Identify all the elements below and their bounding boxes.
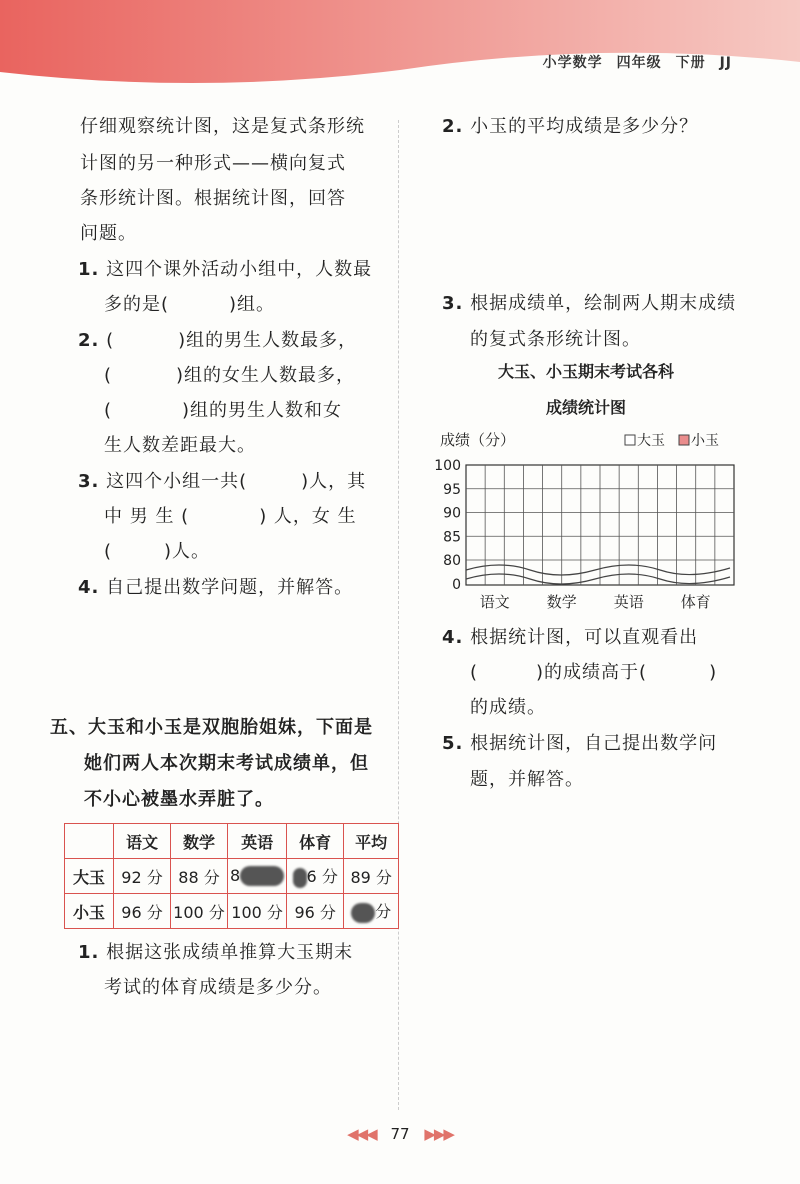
header-edition: JJ xyxy=(719,55,732,71)
table-header-cell: 体育 xyxy=(287,824,344,859)
blank-close: )组。 xyxy=(229,294,276,315)
ink-blot xyxy=(351,903,375,923)
sub-question-5-text: 根据统计图，自己提出数学问 xyxy=(470,733,718,754)
sub-question-4-text: 根据统计图，可以直观看出 xyxy=(470,627,699,648)
next-arrows-icon: ▶▶▶ xyxy=(424,1125,453,1143)
chart-y-axis-label: 成绩（分） xyxy=(440,431,516,449)
axis-break-wave-lower xyxy=(466,574,730,584)
question-2-line-4: 生人数差距最大。 xyxy=(104,435,256,456)
question-4 xyxy=(78,574,353,602)
table-header-cell: 英语 xyxy=(228,824,287,859)
section-5-line-2: 她们两人本次期末考试成绩单，但 xyxy=(84,753,369,774)
blank-close: )组的男生人数和女 xyxy=(182,400,343,421)
table-cell: 96 分 xyxy=(114,894,171,929)
page-number: 77 xyxy=(390,1125,410,1143)
partial-value: 6 分 xyxy=(306,867,338,887)
intro-line-1: 仔细观察统计图，这是复式条形统 xyxy=(80,116,365,137)
table-header-cell: 语文 xyxy=(114,824,171,859)
legend-swatch-dayu xyxy=(625,435,635,445)
y-tick-label: 100 xyxy=(434,458,461,474)
sub-question-1-line-1 xyxy=(78,939,353,967)
intro-line-4: 问题。 xyxy=(80,223,137,244)
question-4-text: 自己提出数学问题，并解答。 xyxy=(106,577,354,598)
question-4-number: 4. xyxy=(78,577,100,598)
y-tick-label: 90 xyxy=(443,505,461,522)
question-1-number: 1. xyxy=(78,259,100,280)
score-table xyxy=(64,823,399,929)
partial-value: 分 xyxy=(375,902,392,922)
axis-break-wave-upper xyxy=(466,565,730,575)
section-5-number: 五、 xyxy=(50,717,88,738)
blank-open: ( xyxy=(104,365,113,386)
table-cell: 100 分 xyxy=(228,894,287,929)
question-3-line-2 xyxy=(104,503,357,531)
question-3-line-1 xyxy=(78,468,366,496)
question-3-number: 3. xyxy=(78,471,100,492)
x-tick-label: 数学 xyxy=(546,593,577,611)
chart-title-line-1: 大玉、小玉期末考试各科 xyxy=(497,362,675,381)
legend-label-xiaoyu: 小玉 xyxy=(691,433,719,449)
blank-close: )组的女生人数最多， xyxy=(176,365,356,386)
header-subject: 小学数学 xyxy=(542,55,603,71)
question-2-line-1 xyxy=(78,327,357,355)
intro-line-3: 条形统计图。根据统计图，回答 xyxy=(80,188,346,209)
blank-close: ) xyxy=(709,662,718,683)
blank-close: )人，其 xyxy=(301,471,367,492)
blank-close: )的成绩高于( xyxy=(536,662,648,683)
chart-title-line-2: 成绩统计图 xyxy=(545,398,627,417)
sub-question-4-line-3: 的成绩。 xyxy=(470,697,546,718)
blank-open: ( xyxy=(104,400,113,421)
table-row xyxy=(65,894,399,929)
header-band xyxy=(0,0,800,90)
blank-open: 这四个小组一共( xyxy=(106,471,248,492)
table-cell: 96 分 xyxy=(287,894,344,929)
sub-question-1-text: 根据这张成绩单推算大玉期末 xyxy=(106,942,354,963)
table-header-cell: 数学 xyxy=(171,824,228,859)
table-row xyxy=(65,859,399,894)
x-tick-label: 语文 xyxy=(479,593,510,611)
y-tick-label: 80 xyxy=(443,553,461,569)
section-5-line-1 xyxy=(50,714,373,742)
sub-question-3-line-2: 的复式条形统计图。 xyxy=(470,329,641,350)
table-cell-smudged xyxy=(287,859,344,894)
blank-close: )人。 xyxy=(164,541,211,562)
header-volume: 下册 xyxy=(675,55,706,71)
y-tick-label: 0 xyxy=(452,577,461,593)
question-2-line-3 xyxy=(104,397,342,425)
table-cell-smudged xyxy=(228,859,287,894)
sub-question-2-number: 2. xyxy=(442,116,464,137)
partial-value: 8 xyxy=(230,865,241,885)
legend-swatch-xiaoyu xyxy=(679,435,689,445)
table-cell-smudged xyxy=(344,894,399,929)
y-tick-label: 85 xyxy=(443,529,461,546)
sub-question-1-number: 1. xyxy=(78,942,100,963)
chart-y-ticks xyxy=(434,458,461,593)
question-1-line-2 xyxy=(104,291,275,319)
column-divider xyxy=(398,120,399,1110)
sub-question-2-text: 小玉的平均成绩是多少分？ xyxy=(470,116,699,137)
ink-blot xyxy=(240,866,284,886)
header-book-info xyxy=(529,52,732,72)
score-bar-chart xyxy=(420,355,760,615)
chart-grid xyxy=(466,465,734,585)
sub-question-4-number: 4. xyxy=(442,627,464,648)
ink-blot xyxy=(293,868,307,888)
sub-question-3-number: 3. xyxy=(442,293,464,314)
sub-question-4-line-2 xyxy=(470,659,717,687)
question-2-number: 2. xyxy=(78,330,100,351)
blank-open: 中 男 生 ( xyxy=(104,506,190,527)
x-tick-label: 英语 xyxy=(613,593,644,611)
table-cell: 92 分 xyxy=(114,859,171,894)
sub-question-3-line-1 xyxy=(442,290,736,318)
blank-open: ( xyxy=(470,662,479,683)
table-cell: 88 分 xyxy=(171,859,228,894)
table-header-cell: 平均 xyxy=(344,824,399,859)
blank-close: ) 人，女 生 xyxy=(259,506,357,527)
prev-arrows-icon: ◀◀◀ xyxy=(347,1125,376,1143)
table-header-row xyxy=(65,824,399,859)
table-cell: 89 分 xyxy=(344,859,399,894)
sub-question-4-line-1 xyxy=(442,624,698,652)
row-name-cell: 小玉 xyxy=(65,894,114,929)
y-tick-label: 95 xyxy=(443,481,461,498)
sub-question-1-line-2: 考试的体育成绩是多少分。 xyxy=(104,977,332,998)
blank-open: ( xyxy=(104,541,113,562)
chart-x-ticks xyxy=(480,593,711,611)
row-name-cell: 大玉 xyxy=(65,859,114,894)
blank-open: 多的是( xyxy=(104,294,170,315)
blank-close: )组的男生人数最多， xyxy=(178,330,358,351)
chart-legend xyxy=(625,432,719,449)
header-grade: 四年级 xyxy=(616,55,662,71)
table-cell: 100 分 xyxy=(171,894,228,929)
sub-question-5-line-2: 题，并解答。 xyxy=(470,769,584,790)
question-1 xyxy=(78,256,372,284)
question-2-line-2 xyxy=(104,362,355,390)
blank-open: ( xyxy=(106,330,115,351)
intro-line-2: 计图的另一种形式——横向复式 xyxy=(80,153,346,174)
page-footer xyxy=(0,1125,800,1143)
sub-question-3-text: 根据成绩单，绘制两人期末成绩 xyxy=(470,293,737,314)
sub-question-5-line-1 xyxy=(442,730,717,758)
section-5-line-3: 不小心被墨水弄脏了。 xyxy=(84,789,274,810)
legend-label-dayu: 大玉 xyxy=(637,433,665,449)
x-tick-label: 体育 xyxy=(680,593,711,611)
question-1-line-1: 这四个课外活动小组中，人数最 xyxy=(106,259,373,280)
sub-question-5-number: 5. xyxy=(442,733,464,754)
sub-question-2 xyxy=(442,113,698,141)
question-3-line-3 xyxy=(104,538,210,566)
table-corner-cell xyxy=(65,824,114,859)
section-5-text: 大玉和小玉是双胞胎姐妹，下面是 xyxy=(88,717,373,738)
